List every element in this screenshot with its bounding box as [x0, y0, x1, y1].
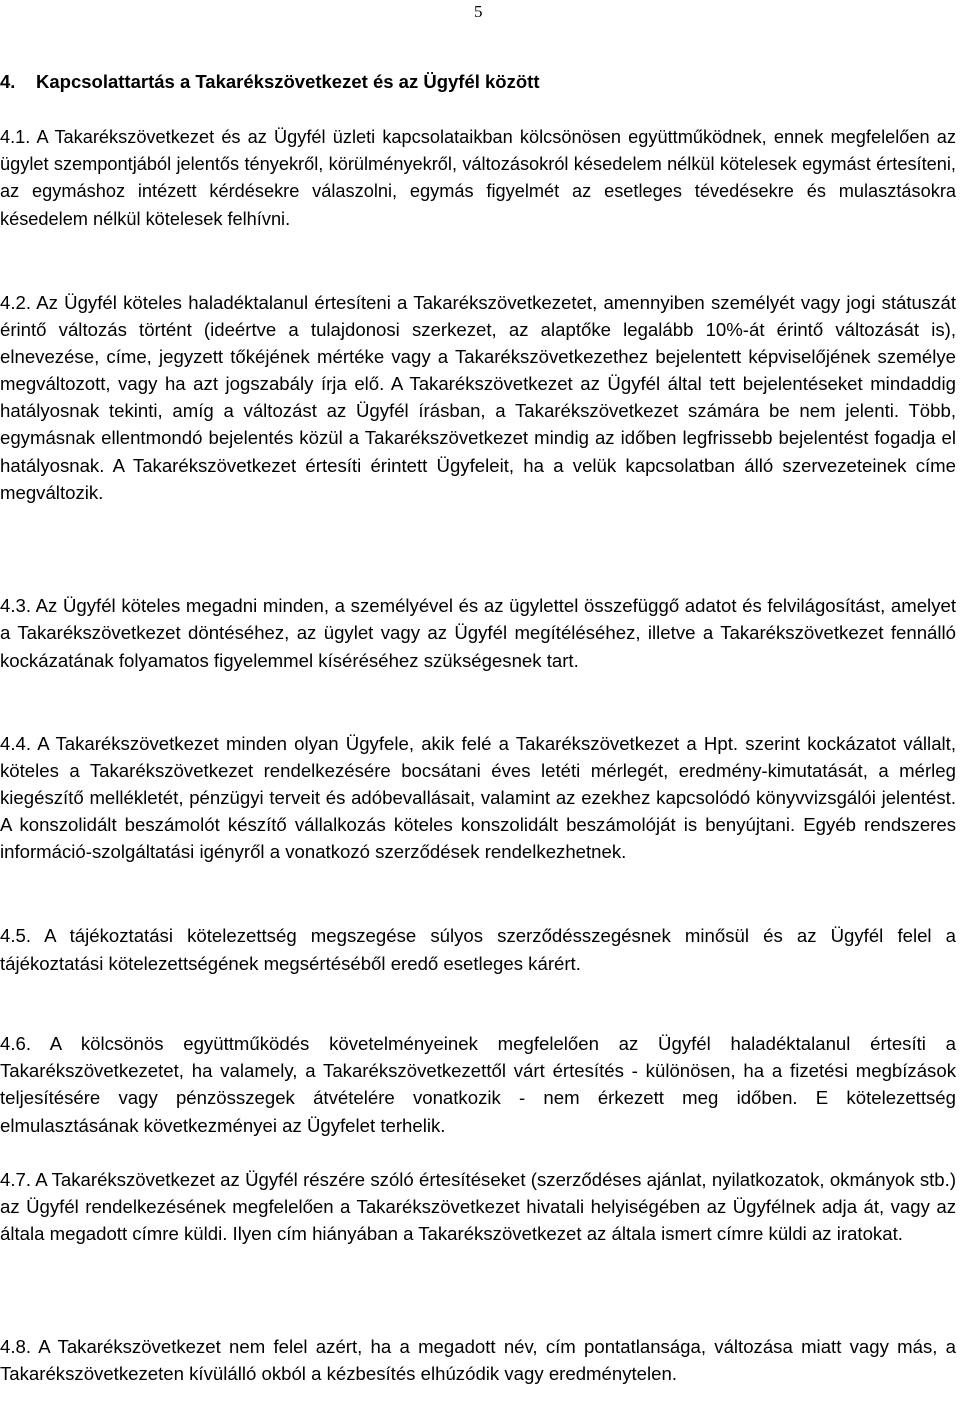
paragraph-number: 4.3. [0, 595, 32, 616]
paragraph-4-6 [0, 1030, 956, 1139]
paragraph-number: 4.5. [0, 925, 32, 946]
section-heading [0, 71, 956, 93]
paragraph-text: A kölcsönös együttműködés követelményeinek megfelelően az Ügyfél haladéktalanul értesíti a Takarékszövetkezetet, ha valamely, a Takarékszövetkezettől várt értesítés - különösen, ha a fizetési megbízások teljesítésére vagy pénzösszegek átvételére vonatkozik - nem érkezett meg időben. E kötelezettség elmulasztásának következményei az Ügyfelet terhelik. [0, 1033, 957, 1136]
paragraph-4-3 [0, 592, 956, 674]
paragraph-4-1 [0, 124, 956, 233]
paragraph-text: A Takarékszövetkezet minden olyan Ügyfele, akik felé a Takarékszövetkezet a Hpt. szerint kockázatot vállalt, köteles a Takarékszövetkezet rendelkezésére bocsátani éves letéti mérlegét, eredmény-kimutatását, a mérleg kiegészítő mellékletét, pénzügyi terveit és adóbevallásait, valamint az ezekhez kapcsolódó könyvvizsgálói jelentést. A konszolidált beszámolót készítő vállalkozás köteles konszolidált beszámolóját is benyújtani. Egyéb rendszeres információ-szolgáltatási igényről a vonatkozó szerződések rendelkezhetnek. [0, 733, 956, 863]
paragraph-4-2 [0, 289, 956, 506]
paragraph-number: 4.2. [0, 292, 32, 313]
page-number: 5 [474, 2, 483, 21]
section-heading-number: 4. [0, 71, 16, 92]
section-heading-title: Kapcsolattartás a Takarékszövetkezet és az Ügyfél között [36, 71, 540, 92]
paragraph-4-8 [0, 1333, 956, 1387]
paragraph-text: Az Ügyfél köteles megadni minden, a személyével és az ügylettel összefüggő adatot és felvilágosítást, amelyet a Takarékszövetkezet döntéséhez, az ügylet vagy az Ügyfél megítéléséhez, illetve a Takarékszövetkezet fennálló kockázatának folyamatos figyelemmel kíséréséhez szükségesnek tart. [0, 595, 956, 671]
paragraph-4-4 [0, 730, 956, 865]
paragraph-number: 4.7. [0, 1169, 32, 1190]
paragraph-4-5 [0, 922, 956, 977]
paragraph-number: 4.4. [0, 733, 32, 754]
paragraph-4-7 [0, 1166, 956, 1248]
paragraph-number: 4.6. [0, 1033, 32, 1054]
paragraph-text: A Takarékszövetkezet és az Ügyfél üzleti kapcsolataikban kölcsönösen együttműködnek, ennek megfelelően az ügylet szempontjából jelentős tényekről, körülményekről, változásokról késedelem nélkül kötelesek egymást értesíteni, az egymáshoz intézett kérdésekre válaszolni, egymás figyelmét az esetleges tévedésekre és mulasztásokra késedelem nélkül kötelesek felhívni. [0, 127, 956, 229]
paragraph-text: Az Ügyfél köteles haladéktalanul értesíteni a Takarékszövetkezetet, amennyiben személyét vagy jogi státuszát érintő változás történt (ideértve a tulajdonosi szerkezet, az alaptőke legalább 10%-át érintő változását is), elnevezése, címe, jegyzett tőkéjének mértéke vagy a Takarékszövetkezethez bejelentett képviselőjének személye megváltozott, vagy ha azt jogszabály írja elő. A Takarékszövetkezet az Ügyfél által tett bejelentéseket mindaddig hatályosnak tekinti, amíg a változást az Ügyfél írásban, a Takarékszövetkezet számára be nem jelenti. Több, egymásnak ellentmondó bejelentés közül a Takarékszövetkezet mindig az időben legfrissebb bejelentést fogadja el hatályosnak. A Takarékszövetkezet értesíti érintett Ügyfeleit, ha a velük kapcsolatban álló szervezeteinek címe megváltozik. [0, 292, 956, 503]
paragraph-text: A Takarékszövetkezet az Ügyfél részére szóló értesítéseket (szerződéses ajánlat, nyilatkozatok, okmányok stb.) az Ügyfél rendelkezésének megfelelően a Takarékszövetkezet hivatali helyiségében az Ügyfélnek adja át, vagy az általa megadott címre küldi. Ilyen cím hiányában a Takarékszövetkezet az általa ismert címre küldi az iratokat. [0, 1169, 957, 1245]
paragraph-number: 4.8. [0, 1336, 32, 1357]
paragraph-text: A tájékoztatási kötelezettség megszegése súlyos szerződésszegésnek minősül és az Ügyfél felel a tájékoztatási kötelezettségének megsértéséből eredő esetleges kárért. [0, 925, 957, 974]
paragraph-number: 4.1. [0, 127, 31, 147]
paragraph-text: A Takarékszövetkezet nem felel azért, ha a megadott név, cím pontatlansága, változása miatt vagy más, a Takarékszövetkezeten kívülálló okból a kézbesítés elhúzódik vagy eredménytelen. [0, 1336, 956, 1385]
